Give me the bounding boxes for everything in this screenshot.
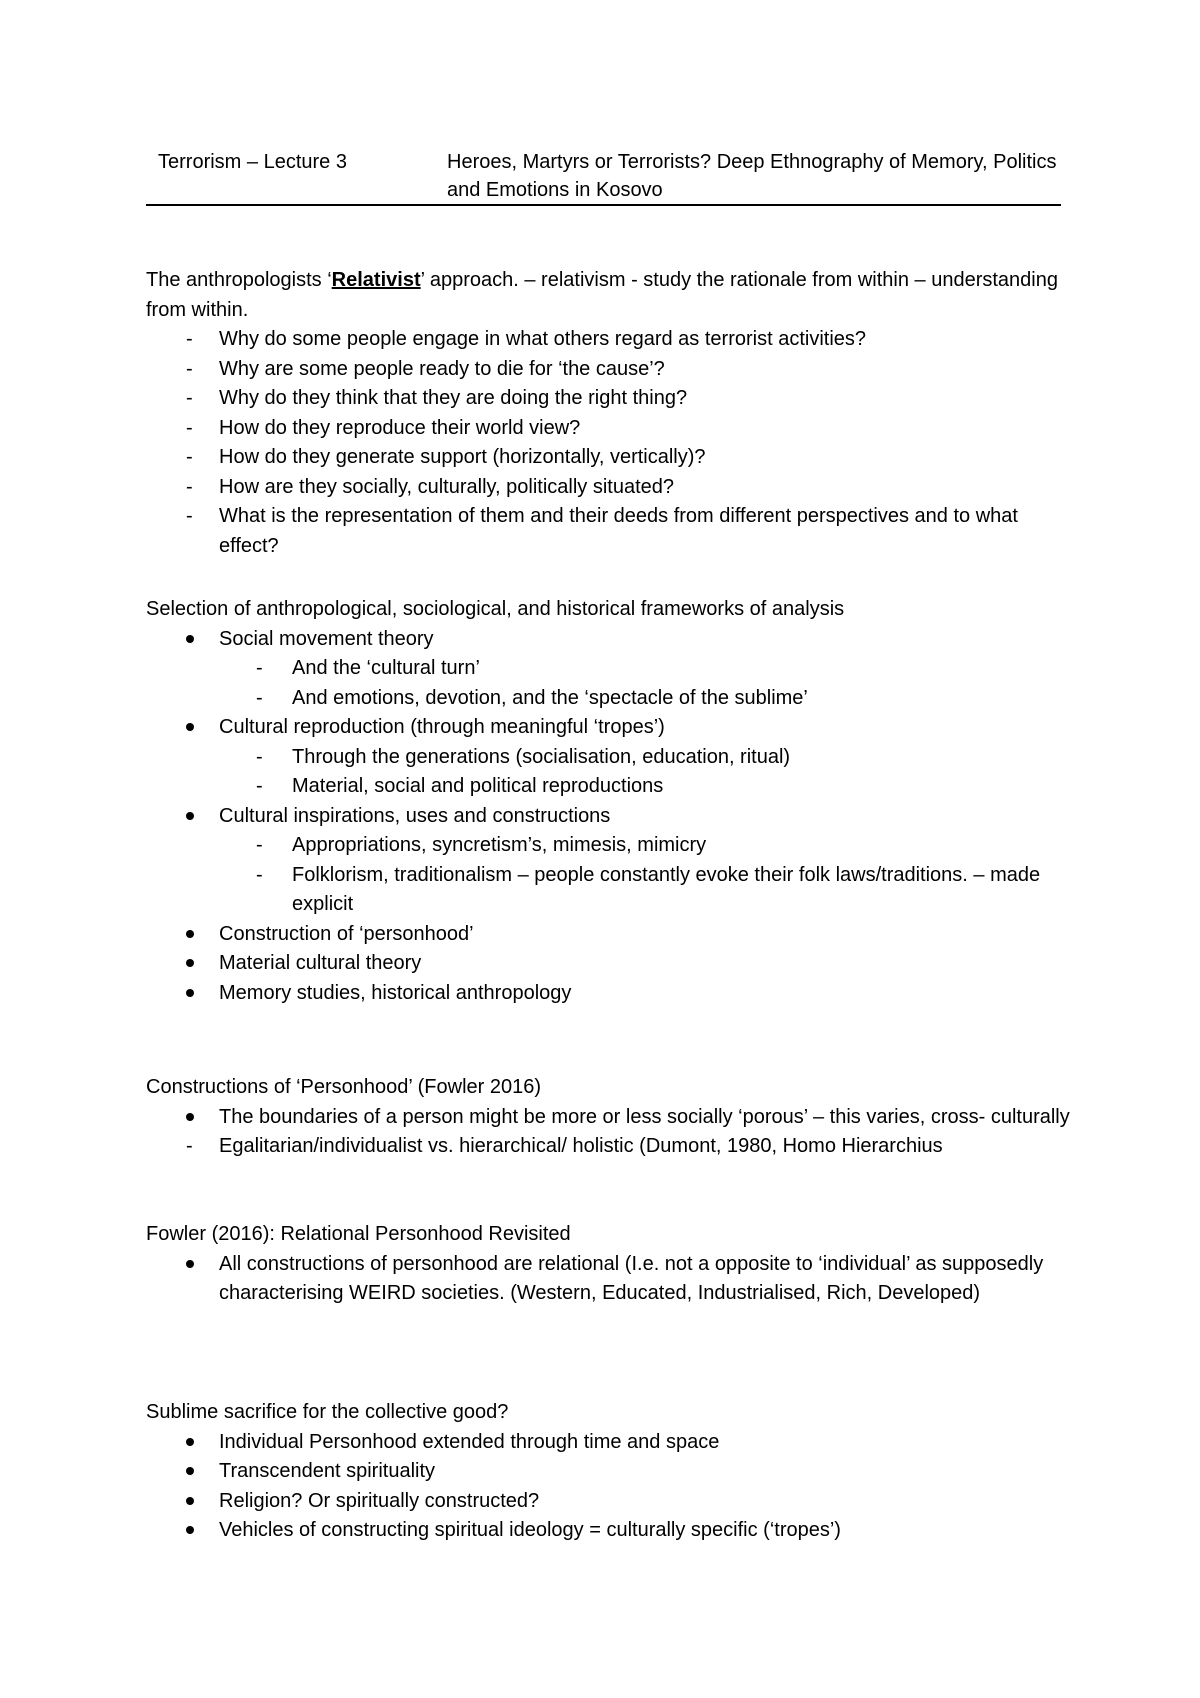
list-item-text: Why do they think that they are doing the right thing? [219,387,688,409]
bullet-marker [186,959,194,967]
sub-list-item-text: Material, social and political reproductions [292,775,664,797]
bullet-marker [186,723,194,731]
intro-pre: The anthropologists ‘ [146,269,332,291]
list-item-text: Why do some people engage in what others regard as terrorist activities? [219,328,867,350]
dash-marker: - [256,834,263,856]
list-item [146,502,1076,561]
dash-marker: - [256,863,263,886]
dash-marker: - [256,745,263,768]
list-item [146,325,1076,355]
list-item-text: The boundaries of a person might be more or less socially ‘porous’ – this varies, cross- culturally [219,1105,1070,1128]
frameworks-heading: Selection of anthropological, sociological, and historical frameworks of analysis [146,598,845,620]
list-item-text: Material cultural theory [219,952,422,974]
sub-list-item [146,654,1076,684]
dash-marker: - [186,416,193,439]
personhood-list [146,1103,1076,1162]
personhood-section [146,1073,1076,1162]
bullet-marker [186,1438,194,1446]
list-item [146,1487,1076,1517]
list-item [146,473,1076,503]
bullet-marker [186,1526,194,1534]
sub-list-item [146,743,1076,773]
list-item [146,384,1076,414]
list-item [146,802,1076,832]
list-item-text: Individual Personhood extended through time and space [219,1430,720,1453]
list-item-text: Transcendent spirituality [219,1460,436,1482]
dash-marker: - [186,357,193,380]
relativist-term: Relativist [331,269,421,291]
fowler-section [146,1220,1076,1309]
personhood-heading: Constructions of ‘Personhood’ (Fowler 2016) [146,1076,542,1098]
frameworks-list [146,625,1076,1009]
fowler-list [146,1250,1076,1309]
list-item [146,949,1076,979]
sub-list-item [146,831,1076,861]
list-item [146,920,1076,950]
list-item-text: Social movement theory [219,627,434,650]
list-item-text: How are they socially, culturally, politically situated? [219,475,675,498]
relativist-section [146,266,1076,561]
dash-marker: - [186,505,193,527]
list-item-text: Construction of ‘personhood’ [219,922,474,945]
sub-list-item-text: And the ‘cultural turn’ [292,657,480,679]
list-item-text: Egalitarian/individualist vs. hierarchical/ holistic (Dumont, 1980, Homo Hierarchius [219,1135,943,1157]
list-item-text: All constructions of personhood are relational (I.e. not a opposite to ‘individual’ as supposedly characterising WEIRD societies. (Western, Educated, Industrialised, Rich, Developed) [219,1252,1044,1304]
list-item [146,414,1076,444]
bullet-marker [186,989,194,997]
list-item-text: What is the representation of them and their deeds from different perspectives and to what effect? [219,505,1018,557]
bullet-marker [186,1113,194,1121]
list-item [146,1132,1076,1162]
list-item [146,713,1076,743]
sublime-heading: Sublime sacrifice for the collective good? [146,1401,509,1423]
bullet-marker [186,812,194,820]
header-course-title: Terrorism – Lecture 3 [158,151,347,173]
sub-list-item-text: And emotions, devotion, and the ‘spectacle of the sublime’ [292,686,808,709]
bullet-marker [186,1497,194,1505]
sub-list-item-text: Through the generations (socialisation, education, ritual) [292,745,791,768]
sublime-section [146,1398,1076,1546]
list-item [146,1457,1076,1487]
list-item [146,1516,1076,1546]
sub-list-item [146,861,1076,920]
dash-marker: - [186,387,193,409]
list-item-text: Cultural inspirations, uses and constructions [219,804,611,827]
header-divider [146,204,1061,206]
dash-marker: - [186,446,193,468]
list-item-text: Memory studies, historical anthropology [219,981,572,1004]
question-list [146,325,1076,561]
list-item [146,979,1076,1009]
list-item [146,443,1076,473]
sub-list-item-text: Appropriations, syncretism’s, mimesis, mimicry [292,834,707,856]
dash-marker: - [256,686,263,709]
list-item-text: How do they reproduce their world view? [219,416,581,439]
list-item-text: How do they generate support (horizontally, vertically)? [219,446,706,468]
bullet-marker [186,1467,194,1475]
sub-list-item [146,772,1076,802]
frameworks-section [146,595,1076,1008]
list-item [146,1103,1076,1133]
intro-post: ’ approach. – relativism - study the rationale from within – understanding from within. [146,269,1058,321]
list-item-text: Cultural reproduction (through meaningful ‘tropes’) [219,716,665,738]
list-item [146,1428,1076,1458]
intro-paragraph [146,266,1076,325]
dash-marker: - [256,775,263,797]
list-item-text: Why are some people ready to die for ‘the cause’? [219,357,665,380]
list-item [146,625,1076,655]
list-item-text: Vehicles of constructing spiritual ideology = culturally specific (‘tropes’) [219,1519,841,1541]
dash-marker: - [186,475,193,498]
sub-list-item [146,684,1076,714]
dash-marker: - [186,328,193,350]
bullet-marker [186,635,194,643]
bullet-marker [186,930,194,938]
dash-marker: - [186,1135,193,1157]
list-item-text: Religion? Or spiritually constructed? [219,1489,540,1512]
dash-marker: - [256,657,263,679]
fowler-heading: Fowler (2016): Relational Personhood Revisited [146,1223,571,1245]
list-item [146,1250,1076,1309]
sublime-list [146,1428,1076,1546]
sub-list-item-text: Folklorism, traditionalism – people constantly evoke their folk laws/traditions. – made explicit [292,863,1041,915]
header-lecture-title: Heroes, Martyrs or Terrorists? Deep Ethnography of Memory, Politics and Emotions in Kosovo [447,151,1057,201]
list-item [146,355,1076,385]
bullet-marker [186,1260,194,1268]
